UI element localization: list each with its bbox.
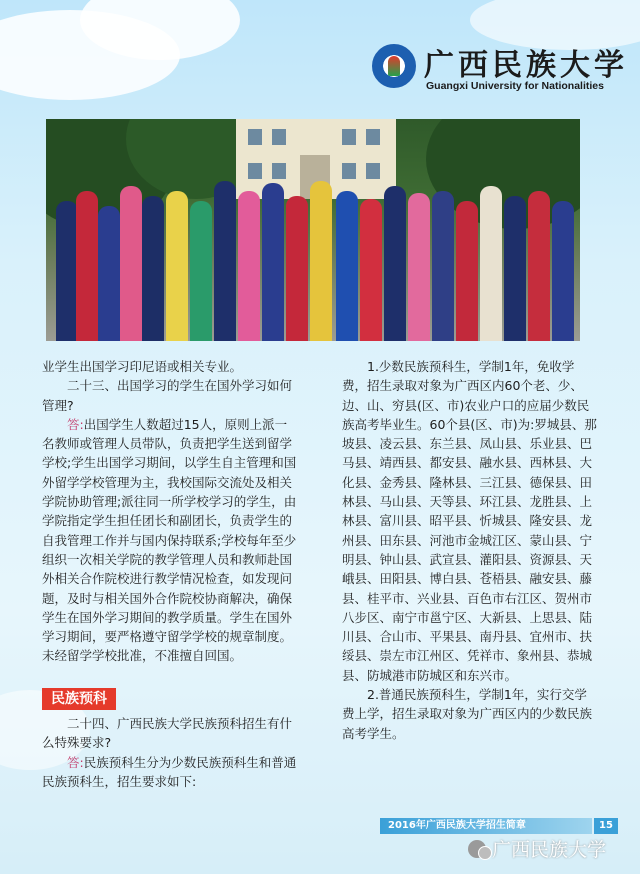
section-label: 民族预科 [42, 688, 116, 710]
answer-label: 答: [67, 754, 84, 770]
page-number: 15 [594, 818, 618, 834]
paragraph: 业学生出国学习印尼语或相关专业。 [42, 359, 243, 374]
left-column [42, 357, 298, 666]
item-2: 2.普通民族预科生，学制1年，实行交学费上学，招生录取对象为广西区内的少数民族高考学生。 [342, 687, 593, 741]
logo-chinese-name: 广西民族大学 [424, 48, 628, 83]
answer-label: 答: [67, 416, 84, 432]
question-24: 二十四、广西民族大学民族预科招生有什么特殊要求? [42, 716, 293, 751]
university-logo [372, 40, 628, 100]
wechat-watermark [468, 835, 606, 861]
university-emblem-icon [372, 44, 416, 88]
answer-23 [42, 415, 298, 666]
answer-text: 出国学生人数超过15人，原则上派一名教师或管理人员带队，负责把学生送到留学学校;学生出国学习期间，以学生自主管理和国外留学学校管理为主，我校国际交流处及相关学院协助管理;派往同一所学校学习的学生，由学院指定学生担任团长和副团长，负责学生的自我管理工作并与国内保持联系;学校每年至少组织一次相关学院的教学管理人员和教师赴国外相关合作院校进行教学情况检查，如发现问题，及时与相关国外合作院校协商解决，确保学生在国外学习期间的教学质量。学生在国外学习期间，要严格遵守留学学校的规章制度。未经留学学校批准，不准擅自回国。 [42, 416, 297, 664]
answer-text: 民族预科生分为少数民族预科生和普通民族预科生，招生要求如下: [42, 754, 297, 789]
logo-english-name: Guangxi University for Nationalities [426, 80, 604, 92]
answer-24 [42, 753, 298, 792]
question-23: 二十三、出国学习的学生在国外学习如何管理? [42, 378, 293, 413]
item-1: 1.少数民族预科生，学制1年，免收学费，招生录取对象为广西区内60个老、少、边、山、穷县(区、市)农业户口的应届少数民族高考毕业生。60个县(区、市)为:罗城县、那坡县、凌云县、东兰县、凤山县、乐业县、巴马县、靖西县、都安县、融水县、西林县、大化县、金秀县、隆林县、三江县、德保县、田林县、马山县、天等县、环江县、龙胜县、上林县、富川县、昭平县、忻城县、隆安县、龙州县、田东县、河池市金城江区、蒙山县、宁明县、钟山县、武宣县、灌阳县、资源县、天峨县、田阳县、博白县、苍梧县、融安县、藤县、桂平市、兴业县、百色市右江区、贺州市八步区、南宁市邕宁区、大新县、上思县、陆川县、合山市、平果县、南丹县、宜州市、扶绥县、崇左市江州区、凭祥市、象州县、恭城县、防城港市防城区和东兴市。 [342, 359, 597, 683]
right-column [342, 357, 598, 743]
wechat-icon [468, 840, 486, 858]
footer-title-bar: 2016年广西民族大学招生简章 [380, 818, 592, 834]
students-photo [46, 119, 580, 341]
wechat-account-name: 广西民族大学 [492, 839, 607, 861]
left-column-lower [42, 714, 298, 791]
